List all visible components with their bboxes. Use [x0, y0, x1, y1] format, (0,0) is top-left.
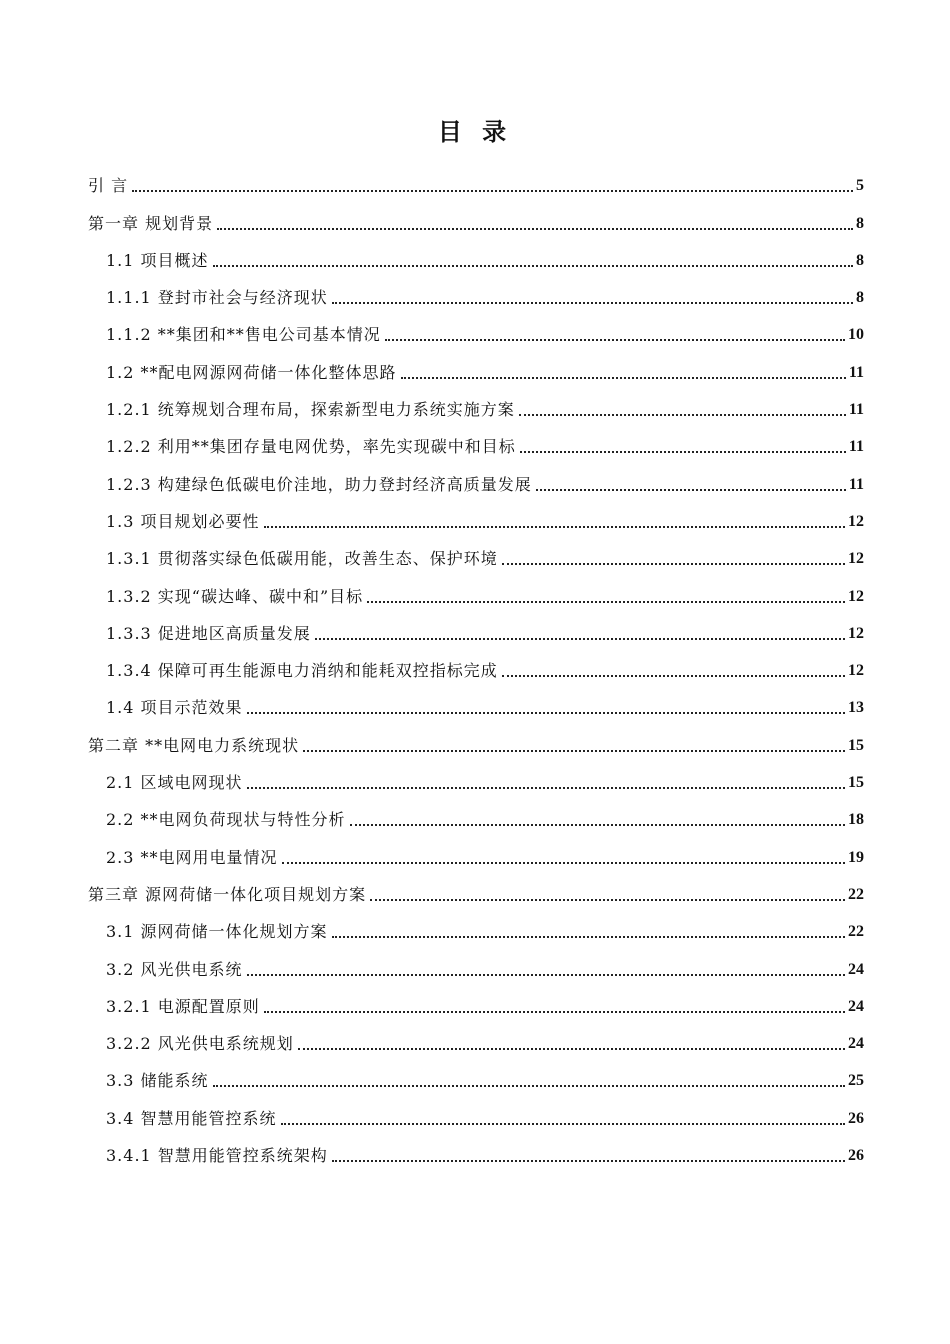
toc-entry-title: 1.1 项目概述 — [106, 250, 209, 270]
toc-dot-leader — [264, 1011, 845, 1013]
toc-entry-title: 1.4 项目示范效果 — [106, 698, 243, 718]
toc-entry-title: 第二章 **电网电力系统现状 — [88, 735, 300, 755]
table-of-contents — [88, 160, 864, 1167]
toc-dot-leader — [332, 302, 853, 304]
toc-page-number: 8 — [856, 289, 864, 307]
toc-entry-title: 1.3.4 保障可再生能源电力消纳和能耗双控指标完成 — [106, 661, 498, 681]
toc-entry[interactable] — [88, 645, 864, 682]
toc-page-number: 25 — [848, 1072, 864, 1090]
toc-dot-leader — [385, 339, 845, 341]
toc-entry[interactable] — [88, 719, 864, 756]
toc-entry[interactable] — [88, 1130, 864, 1167]
toc-entry-title: 1.1.1 登封市社会与经济现状 — [106, 288, 328, 308]
toc-dot-leader — [247, 712, 845, 714]
toc-page-number: 26 — [848, 1109, 864, 1127]
page-title: 目 录 — [437, 117, 513, 146]
toc-entry-title: 1.3 项目规划必要性 — [106, 511, 260, 531]
toc-entry[interactable] — [88, 794, 864, 831]
toc-entry[interactable] — [88, 197, 864, 234]
toc-entry-title: 1.3.2 实现“碳达峰、碳中和”目标 — [106, 586, 364, 606]
toc-dot-leader — [520, 451, 846, 453]
toc-dot-leader — [132, 190, 853, 192]
toc-entry-title: 引 言 — [88, 176, 129, 196]
toc-dot-leader — [282, 862, 845, 864]
toc-page-number: 15 — [848, 774, 864, 792]
toc-entry-title: 1.2.3 构建绿色低碳电价洼地，助力登封经济高质量发展 — [106, 474, 532, 494]
toc-entry-title: 1.2 **配电网源网荷储一体化整体思路 — [106, 362, 397, 382]
toc-entry[interactable] — [88, 570, 864, 607]
toc-dot-leader — [367, 601, 845, 603]
toc-entry[interactable] — [88, 384, 864, 421]
toc-page-number: 11 — [848, 401, 864, 419]
toc-entry[interactable] — [88, 421, 864, 458]
toc-entry[interactable] — [88, 309, 864, 346]
toc-page-number: 24 — [848, 960, 864, 978]
toc-dot-leader — [213, 1085, 845, 1087]
toc-dot-leader — [264, 526, 845, 528]
toc-dot-leader — [298, 1048, 845, 1050]
toc-entry[interactable] — [88, 608, 864, 645]
toc-entry[interactable] — [88, 458, 864, 495]
toc-dot-leader — [247, 974, 845, 976]
toc-page-number: 22 — [848, 885, 864, 903]
toc-entry[interactable] — [88, 235, 864, 272]
toc-entry[interactable] — [88, 682, 864, 719]
toc-page-number: 8 — [856, 251, 864, 269]
toc-page-number: 26 — [848, 1147, 864, 1165]
toc-entry-title: 3.1 源网荷储一体化规划方案 — [106, 922, 328, 942]
toc-entry[interactable] — [88, 831, 864, 868]
toc-dot-leader — [332, 1160, 845, 1162]
toc-entry[interactable] — [88, 1092, 864, 1129]
toc-dot-leader — [315, 638, 845, 640]
toc-page-number: 24 — [848, 997, 864, 1015]
toc-entry-title: 1.3.1 贯彻落实绿色低碳用能，改善生态、保护环境 — [106, 549, 498, 569]
toc-dot-leader — [213, 265, 853, 267]
toc-page-number: 22 — [848, 923, 864, 941]
toc-dot-leader — [502, 675, 845, 677]
toc-page-number: 8 — [856, 214, 864, 232]
toc-entry-title: 2.2 **电网负荷现状与特性分析 — [106, 810, 346, 830]
toc-entry[interactable] — [88, 869, 864, 906]
toc-entry[interactable] — [88, 272, 864, 309]
toc-page-number: 12 — [848, 512, 864, 530]
toc-page-number: 24 — [848, 1035, 864, 1053]
toc-page-number: 18 — [848, 811, 864, 829]
toc-dot-leader — [370, 899, 845, 901]
toc-entry[interactable] — [88, 160, 864, 197]
toc-entry[interactable] — [88, 1018, 864, 1055]
toc-dot-leader — [350, 824, 845, 826]
toc-entry[interactable] — [88, 757, 864, 794]
toc-entry[interactable] — [88, 496, 864, 533]
toc-entry[interactable] — [88, 906, 864, 943]
toc-page-number: 12 — [848, 662, 864, 680]
toc-entry-title: 1.3.3 促进地区高质量发展 — [106, 623, 311, 643]
toc-page-number: 12 — [848, 550, 864, 568]
toc-dot-leader — [519, 414, 846, 416]
toc-entry-title: 2.1 区域电网现状 — [106, 773, 243, 793]
toc-dot-leader — [217, 228, 853, 230]
toc-dot-leader — [536, 489, 846, 491]
toc-entry[interactable] — [88, 981, 864, 1018]
toc-dot-leader — [303, 750, 845, 752]
toc-entry-title: 3.3 储能系统 — [106, 1071, 209, 1091]
toc-entry-title: 第一章 规划背景 — [88, 213, 214, 233]
toc-entry-title: 1.1.2 **集团和**售电公司基本情况 — [106, 325, 381, 345]
toc-page-number: 11 — [848, 363, 864, 381]
toc-page-number: 5 — [856, 177, 864, 195]
toc-entry-title: 2.3 **电网用电量情况 — [106, 847, 278, 867]
toc-entry-title: 第三章 源网荷储一体化项目规划方案 — [88, 884, 367, 904]
toc-entry-title: 1.2.2 利用**集团存量电网优势，率先实现碳中和目标 — [106, 437, 516, 457]
toc-dot-leader — [332, 936, 845, 938]
toc-entry-title: 1.2.1 统筹规划合理布局，探索新型电力系统实施方案 — [106, 400, 515, 420]
toc-page-number: 13 — [848, 699, 864, 717]
toc-entry[interactable] — [88, 346, 864, 383]
toc-entry-title: 3.2.2 风光供电系统规划 — [106, 1034, 294, 1054]
toc-page-number: 12 — [848, 587, 864, 605]
toc-entry[interactable] — [88, 533, 864, 570]
toc-dot-leader — [401, 377, 846, 379]
toc-page-number: 11 — [848, 438, 864, 456]
toc-entry-title: 3.4 智慧用能管控系统 — [106, 1108, 277, 1128]
toc-dot-leader — [502, 563, 845, 565]
toc-page-number: 15 — [848, 736, 864, 754]
toc-entry-title: 3.2 风光供电系统 — [106, 959, 243, 979]
toc-page-number: 19 — [848, 848, 864, 866]
toc-page-number: 11 — [848, 475, 864, 493]
toc-entry-title: 3.2.1 电源配置原则 — [106, 996, 260, 1016]
toc-entry-title: 3.4.1 智慧用能管控系统架构 — [106, 1146, 328, 1166]
toc-dot-leader — [281, 1123, 845, 1125]
toc-page-number: 10 — [848, 326, 864, 344]
toc-dot-leader — [247, 787, 845, 789]
toc-page-number: 12 — [848, 624, 864, 642]
toc-entry[interactable] — [88, 943, 864, 980]
toc-entry[interactable] — [88, 1055, 864, 1092]
